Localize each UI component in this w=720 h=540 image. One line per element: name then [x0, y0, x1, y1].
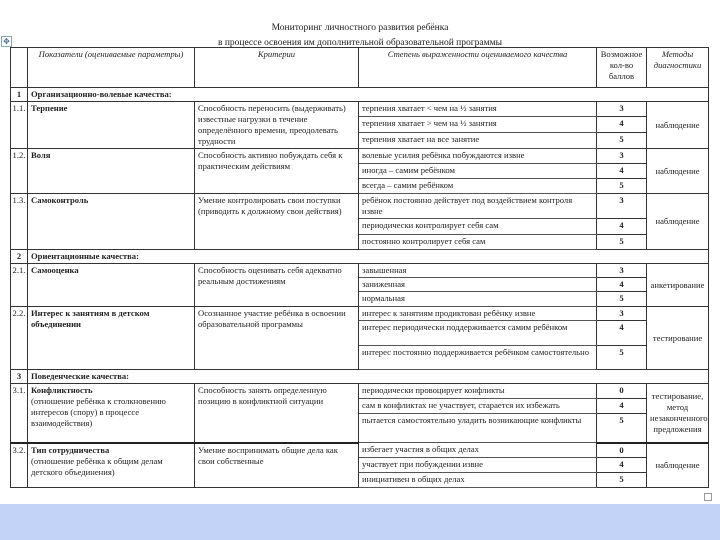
level-points: 5	[597, 346, 647, 370]
document-title: Мониторинг личностного развития ребёнка	[271, 23, 449, 33]
section-row	[11, 370, 709, 384]
level-points: 4	[597, 321, 647, 346]
item-criteria: Способность переносить (выдерживать) известные нагрузки в течение определённого времени, преодолевать трудности	[195, 102, 359, 149]
level-points: 3	[597, 102, 647, 117]
section-number: 1	[11, 88, 28, 102]
header-num	[11, 48, 28, 88]
item-parameter	[28, 102, 195, 149]
section-title: Ориентационные качества:	[28, 250, 709, 264]
header-degree: Степень выраженности оцениваемого качества	[359, 48, 597, 88]
diagnostic-method: тестирование, метод незаконченного предложения	[647, 384, 709, 443]
diagnostic-method: наблюдение	[647, 102, 709, 149]
header-points: Возможное кол-во баллов	[597, 48, 647, 88]
degree-level: терпения хватает на все занятие	[359, 132, 597, 148]
degree-level: нормальная	[359, 292, 597, 307]
degree-level: завышенная	[359, 264, 597, 278]
parameter-name: Конфликтность	[31, 385, 93, 395]
level-points: 5	[597, 414, 647, 443]
parameter-name: Самооценка	[31, 265, 79, 275]
degree-level: ребёнок постоянно действует под воздействием контроля извне	[359, 194, 597, 219]
level-points: 5	[597, 473, 647, 488]
item-criteria: Умение воспринимать общие дела как свои собственные	[195, 443, 359, 488]
degree-level: интерес к занятиям продиктован ребёнку извне	[359, 307, 597, 321]
degree-level: пытается самостоятельно уладить возникающие конфликты	[359, 414, 597, 443]
degree-level: периодически контролирует себя сам	[359, 219, 597, 235]
level-points: 5	[597, 235, 647, 250]
degree-level: иногда – самим ребёнком	[359, 164, 597, 179]
level-points: 3	[597, 149, 647, 164]
table-resize-handle[interactable]	[704, 493, 712, 501]
degree-level: избегает участия в общих делах	[359, 443, 597, 458]
diagnostic-method: анкетирование	[647, 264, 709, 307]
table-move-handle-icon[interactable]: ✥	[1, 36, 12, 47]
parameter-name: Воля	[31, 150, 51, 160]
level-points: 4	[597, 164, 647, 179]
bottom-band	[0, 504, 720, 540]
item-criteria: Способность оценивать себя адекватно реальным достижениям	[195, 264, 359, 307]
degree-level: интерес периодически поддерживается самим ребёнком	[359, 321, 597, 346]
parameter-name: Самоконтроль	[31, 195, 89, 205]
level-points: 4	[597, 458, 647, 473]
degree-level: волевые усилия ребёнка побуждаются извне	[359, 149, 597, 164]
level-points: 3	[597, 264, 647, 278]
diagnostic-method: наблюдение	[647, 149, 709, 194]
level-points: 4	[597, 399, 647, 414]
section-row	[11, 88, 709, 102]
level-points: 5	[597, 179, 647, 194]
item-number: 3.2.	[11, 443, 28, 488]
item-number: 2.1.	[11, 264, 28, 307]
item-criteria: Способность занять определенную позицию в конфликтной ситуации	[195, 384, 359, 443]
table-row	[11, 194, 709, 219]
degree-level: терпения хватает > чем на ½ занятия	[359, 117, 597, 132]
section-number: 2	[11, 250, 28, 264]
degree-level: всегда – самим ребёнком	[359, 179, 597, 194]
diagnostic-method: наблюдение	[647, 443, 709, 488]
item-number: 2.2.	[11, 307, 28, 370]
degree-level: интерес постоянно поддерживается ребёнком самостоятельно	[359, 346, 597, 370]
section-row	[11, 250, 709, 264]
header-params: Показатели (оцениваемые параметры)	[28, 48, 195, 88]
level-points: 3	[597, 194, 647, 219]
document-subtitle: в процессе освоения им дополнительной образовательной программы	[217, 38, 503, 48]
item-number: 1.3.	[11, 194, 28, 250]
level-points: 0	[597, 384, 647, 399]
parameter-name: Терпение	[31, 103, 68, 113]
degree-level: постоянно контролирует себя сам	[359, 235, 597, 250]
table-row	[11, 264, 709, 278]
degree-level: сам в конфликтах не участвует, старается их избежать	[359, 399, 597, 414]
degree-level: периодически провоцирует конфликты	[359, 384, 597, 399]
item-parameter	[28, 443, 195, 488]
item-parameter	[28, 384, 195, 443]
level-points: 5	[597, 292, 647, 307]
header-methods: Методы диагностики	[647, 48, 709, 88]
level-points: 4	[597, 278, 647, 292]
item-number: 3.1.	[11, 384, 28, 443]
section-title: Организационно-волевые качества:	[28, 88, 709, 102]
parameter-name: Интерес к занятиям в детском объединении	[31, 308, 150, 329]
parameter-name: Тип сотрудничества	[31, 444, 110, 455]
item-criteria: Осознанное участие ребёнка в освоении образовательной программы	[195, 307, 359, 370]
section-number: 3	[11, 370, 28, 384]
table-row	[11, 443, 709, 458]
section-title: Поведенческие качества:	[28, 370, 709, 384]
item-parameter	[28, 307, 195, 370]
level-points: 4	[597, 117, 647, 132]
header-criteria: Критерии	[195, 48, 359, 88]
level-points: 3	[597, 307, 647, 321]
item-parameter	[28, 194, 195, 250]
degree-level: участвует при побуждении извне	[359, 458, 597, 473]
diagnostic-method: наблюдение	[647, 194, 709, 250]
diagnostic-method: тестирование	[647, 307, 709, 370]
item-parameter	[28, 149, 195, 194]
item-number: 1.1.	[11, 102, 28, 149]
level-points: 5	[597, 132, 647, 148]
level-points: 0	[597, 443, 647, 458]
table-row	[11, 149, 709, 164]
table-row	[11, 102, 709, 117]
header-row	[11, 48, 709, 88]
table-row	[11, 384, 709, 399]
degree-level: инициативен в общих делах	[359, 473, 597, 488]
monitoring-table	[10, 47, 709, 488]
degree-level: заниженная	[359, 278, 597, 292]
item-criteria: Способность активно побуждать себя к практическим действиям	[195, 149, 359, 194]
item-parameter	[28, 264, 195, 307]
item-criteria: Умение контролировать свои поступки (приводить к должному свои действия)	[195, 194, 359, 250]
item-number: 1.2.	[11, 149, 28, 194]
degree-level: терпения хватает < чем на ½ занятия	[359, 102, 597, 117]
table-row	[11, 307, 709, 321]
level-points: 4	[597, 219, 647, 235]
parameter-note: (отношение ребёнка к столкновению интересов (спору) в процессе взаимодействия)	[31, 396, 166, 428]
parameter-note: (отношение ребёнка к общим делам детского объединения)	[31, 455, 163, 477]
